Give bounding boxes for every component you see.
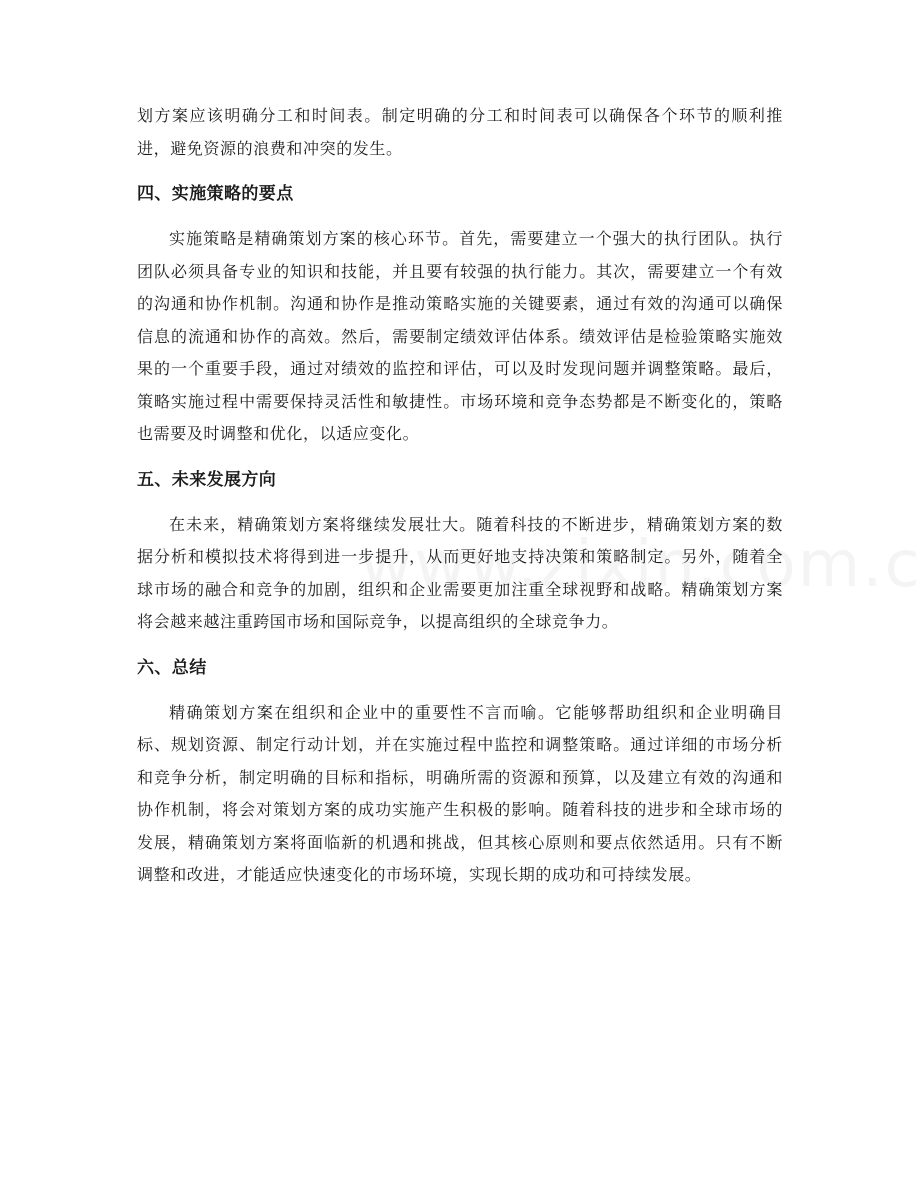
section-4-paragraph: 实施策略是精确策划方案的核心环节。首先，需要建立一个强大的执行团队。执行团队必须具备专业的知识和技能，并且要有较强的执行能力。其次，需要建立一个有效的沟通和协作机制。沟通和协作是推动策略实施的关键要素，通过有效的沟通可以确保信息的流通和协作的高效。然后，需要制定绩效评估体系。绩效评估是检验策略实施效果的一个重要手段，通过对绩效的监控和评估，可以及时发现问题并调整策略。最后，策略实施过程中需要保持灵活性和敏捷性。市场环境和竞争态势都是不断变化的，策略也需要及时调整和优化，以适应变化。 (137, 229, 783, 443)
document-body (137, 100, 783, 892)
section-5-heading: 五、未来发展方向 (137, 469, 277, 490)
section-4-heading: 四、实施策略的要点 (137, 184, 294, 204)
paragraph-intro-tail: 划方案应该明确分工和时间表。制定明确的分工和时间表可以确保各个环节的顺利推进，避免资源的浪费和冲突的发生。 (137, 106, 783, 158)
section-5-paragraph: 在未来，精确策划方案将继续发展壮大。随着科技的不断进步，精确策划方案的数据分析和模拟技术将得到进一步提升，从而更好地支持决策和策略制定。另外，随着全球市场的融合和竞争的加剧，组织和企业需要更加注重全球视野和战略。精确策划方案将会越来越注重跨国市场和国际竞争，以提高组织的全球竞争力。 (137, 514, 783, 631)
section-6-paragraph: 精确策划方案在组织和企业中的重要性不言而喻。它能够帮助组织和企业明确目标、规划资源、制定行动计划，并在实施过程中监控和调整策略。通过详细的市场分析和竞争分析，制定明确的目标和指标，明确所需的资源和预算，以及建立有效的沟通和协作机制，将会对策划方案的成功实施产生积极的影响。随着科技的进步和全球市场的发展，精确策划方案将面临新的机遇和挑战，但其核心原则和要点依然适用。只有不断调整和改进，才能适应快速变化的市场环境，实现长期的成功和可持续发展。 (137, 702, 783, 884)
section-6-heading: 六、总结 (137, 657, 207, 678)
